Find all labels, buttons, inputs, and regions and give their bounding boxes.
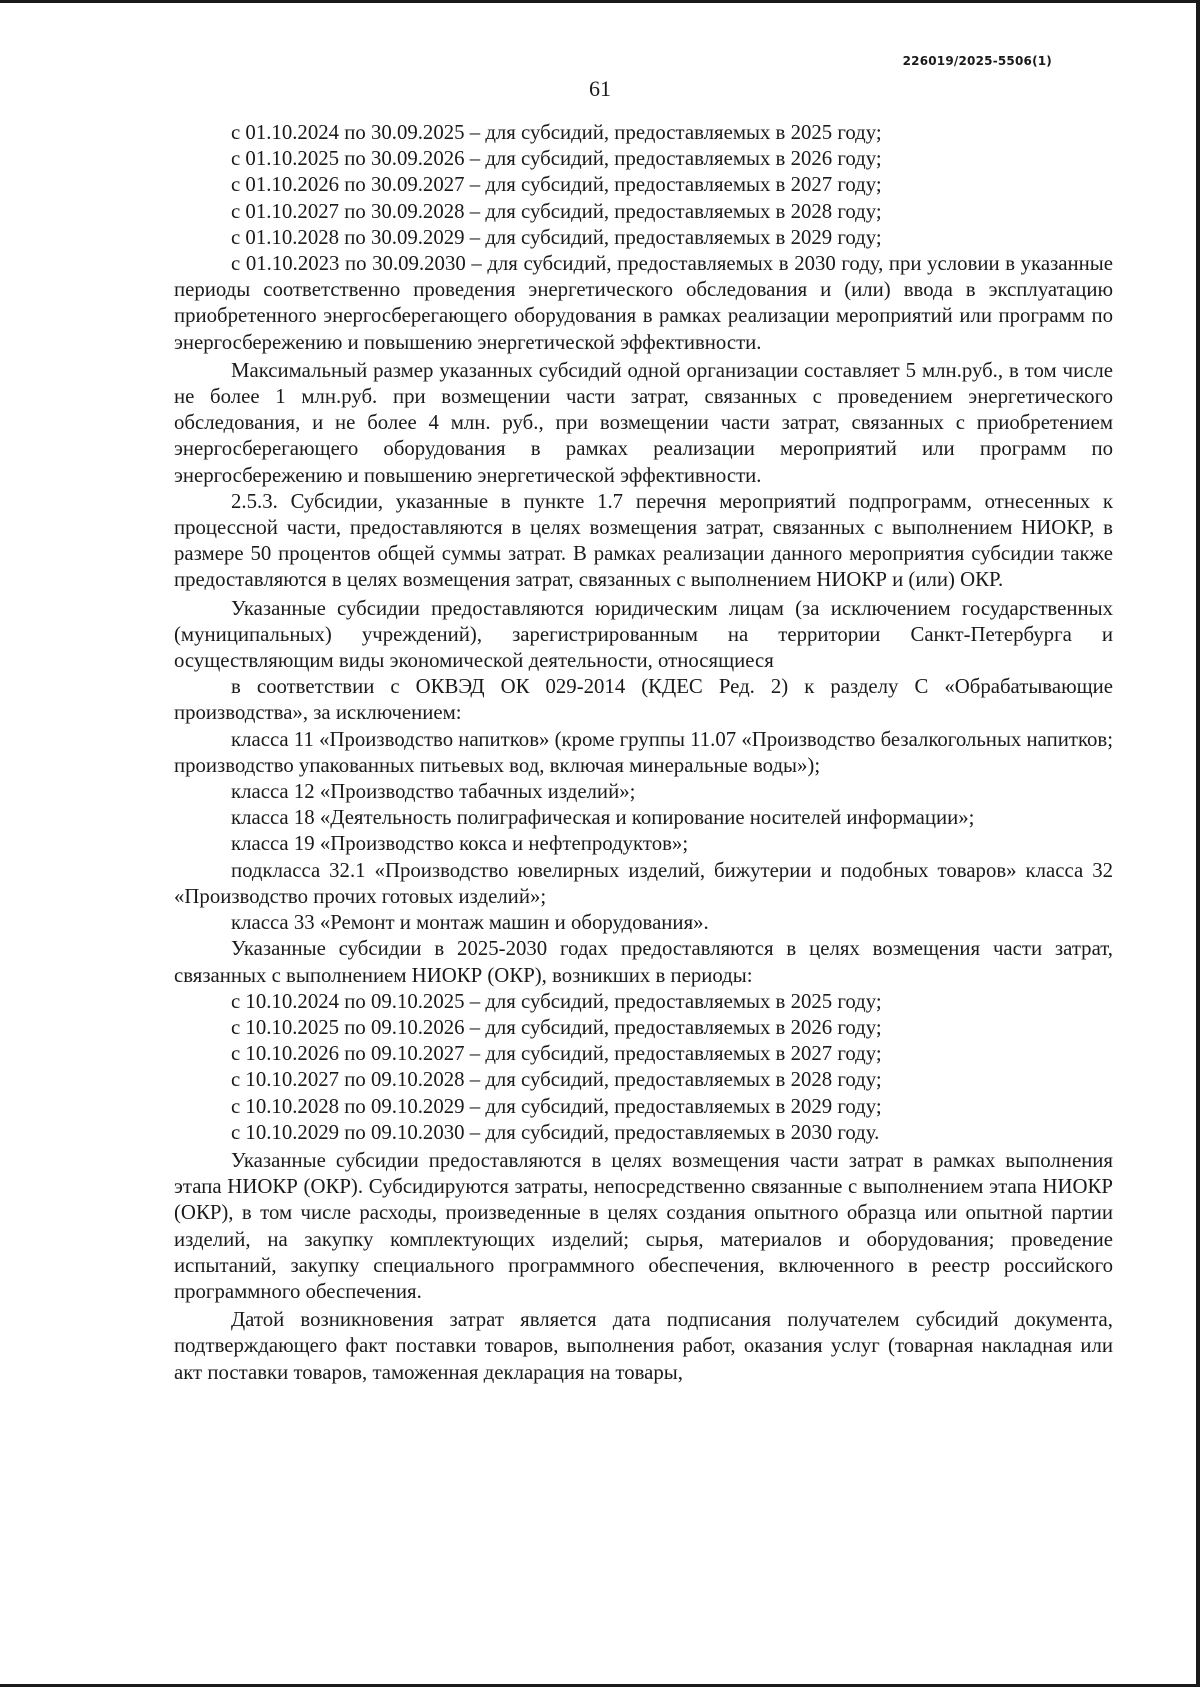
niokr-period-2028: с 10.10.2027 по 09.10.2028 – для субсидий, предоставляемых в 2028 году; [231, 1068, 882, 1092]
paragraph-2-5-3: 2.5.3. Субсидии, указанные в пункте 1.7 перечня мероприятий подпрограмм, отнесенных к процессной части, предоставляются в целях возмещения затрат, связанных с выполнением НИОКР, в размере 50 процентов общей суммы затрат. В рамках реализации данного мероприятия субсидии также предоставляются в целях возмещения затрат, связанных с выполнением НИОКР и (или) ОКР. [174, 489, 1113, 592]
paragraph-eligible-entities: Указанные субсидии предоставляются юридическим лицам (за исключением государственных (муниципальных) учреждений), зарегистрированным на территории Санкт-Петербурга и осуществляющим виды экономической деятельности, относящиеся [174, 596, 1113, 673]
niokr-period-2029: с 10.10.2028 по 09.10.2029 – для субсидий, предоставляемых в 2029 году; [231, 1094, 882, 1118]
niokr-period-2025: с 10.10.2024 по 09.10.2025 – для субсидий, предоставляемых в 2025 году; [231, 989, 882, 1013]
exclusion-class-33: класса 33 «Ремонт и монтаж машин и оборудования». [231, 911, 709, 935]
exclusion-class-18: класса 18 «Деятельность полиграфическая и копирование носителей информации»; [231, 806, 975, 830]
niokr-period-2030: с 10.10.2029 по 09.10.2030 – для субсидий, предоставляемых в 2030 году. [231, 1120, 880, 1144]
paragraph-okved: в соответствии с ОКВЭД ОК 029-2014 (КДЕС Ред. 2) к разделу С «Обрабатывающие производства», за исключением: [174, 675, 1113, 725]
period-2028: с 01.10.2027 по 30.09.2028 – для субсидий, предоставляемых в 2028 году; [231, 199, 882, 223]
paragraph-max-subsidy: Максимальный размер указанных субсидий одной организации составляет 5 млн.руб., в том числе не более 1 млн.руб. при возмещении части затрат, связанных с проведением энергетического обследования, и не более 4 млн. руб., при возмещении части затрат, связанных с приобретением энергосберегающего оборудования в рамках реализации мероприятий или программ по энергосбережению и повышению энергетической эффективности. [174, 358, 1113, 487]
exclusion-class-11: класса 11 «Производство напитков» (кроме группы 11.07 «Производство безалкогольных напитков; производство упакованных питьевых вод, включая минеральные воды»); [174, 727, 1113, 777]
paragraph-cost-date: Датой возникновения затрат является дата подписания получателем субсидий документа, подтверждающего факт поставки товаров, выполнения работ, оказания услуг (товарная накладная или акт поставки товаров, таможенная декларация на товары, [174, 1308, 1113, 1384]
paragraph-niokr-periods: Указанные субсидии в 2025-2030 годах предоставляются в целях возмещения части затрат, связанных с выполнением НИОКР (ОКР), возникших в периоды: [174, 937, 1113, 987]
scan-border-top [0, 0, 1200, 3]
niokr-period-2026: с 10.10.2025 по 09.10.2026 – для субсидий, предоставляемых в 2026 году; [231, 1015, 882, 1039]
period-2025: с 01.10.2024 по 30.09.2025 – для субсидий, предоставляемых в 2025 году; [231, 121, 882, 144]
period-2027: с 01.10.2026 по 30.09.2027 – для субсидий, предоставляемых в 2027 году; [231, 173, 882, 197]
exclusion-class-19: класса 19 «Производство кокса и нефтепродуктов»; [231, 832, 689, 856]
niokr-period-2027: с 10.10.2026 по 09.10.2027 – для субсидий, предоставляемых в 2027 году; [231, 1042, 882, 1066]
document-body [174, 120, 1113, 1386]
period-2029: с 01.10.2028 по 30.09.2029 – для субсидий, предоставляемых в 2029 году; [231, 225, 882, 249]
document-id: 226019/2025-5506(1) [902, 54, 1052, 68]
exclusion-class-12: класса 12 «Производство табачных изделий»; [231, 780, 636, 804]
paragraph-subsidized-costs: Указанные субсидии предоставляются в целях возмещения части затрат в рамках выполнения этапа НИОКР (ОКР). Субсидируются затраты, непосредственно связанные с выполнением этапа НИОКР (ОКР), в том числе расходы, произведенные в целях создания опытного образца или опытной партии изделий, на закупку комплектующих изделий; сырья, материалов и оборудования; проведение испытаний, закупку специального программного обеспечения, включенного в реестр российского программного обеспечения. [174, 1148, 1113, 1303]
period-2026: с 01.10.2025 по 30.09.2026 – для субсидий, предоставляемых в 2026 году; [231, 147, 882, 171]
page-number: 61 [589, 76, 611, 101]
scan-border-right [1196, 0, 1200, 1687]
period-2030-condition: с 01.10.2023 по 30.09.2030 – для субсидий, предоставляемых в 2030 году, при условии в указанные периоды соответственно проведения энергетического обследования и (или) ввода в эксплуатацию приобретенного энергосберегающего оборудования в рамках реализации мероприятий или программ по энергосбережению и повышению энергетической эффективности. [174, 252, 1113, 354]
exclusion-subclass-32-1: подкласса 32.1 «Производство ювелирных изделий, бижутерии и подобных товаров» класса 32 «Производство прочих готовых изделий»; [174, 858, 1113, 908]
